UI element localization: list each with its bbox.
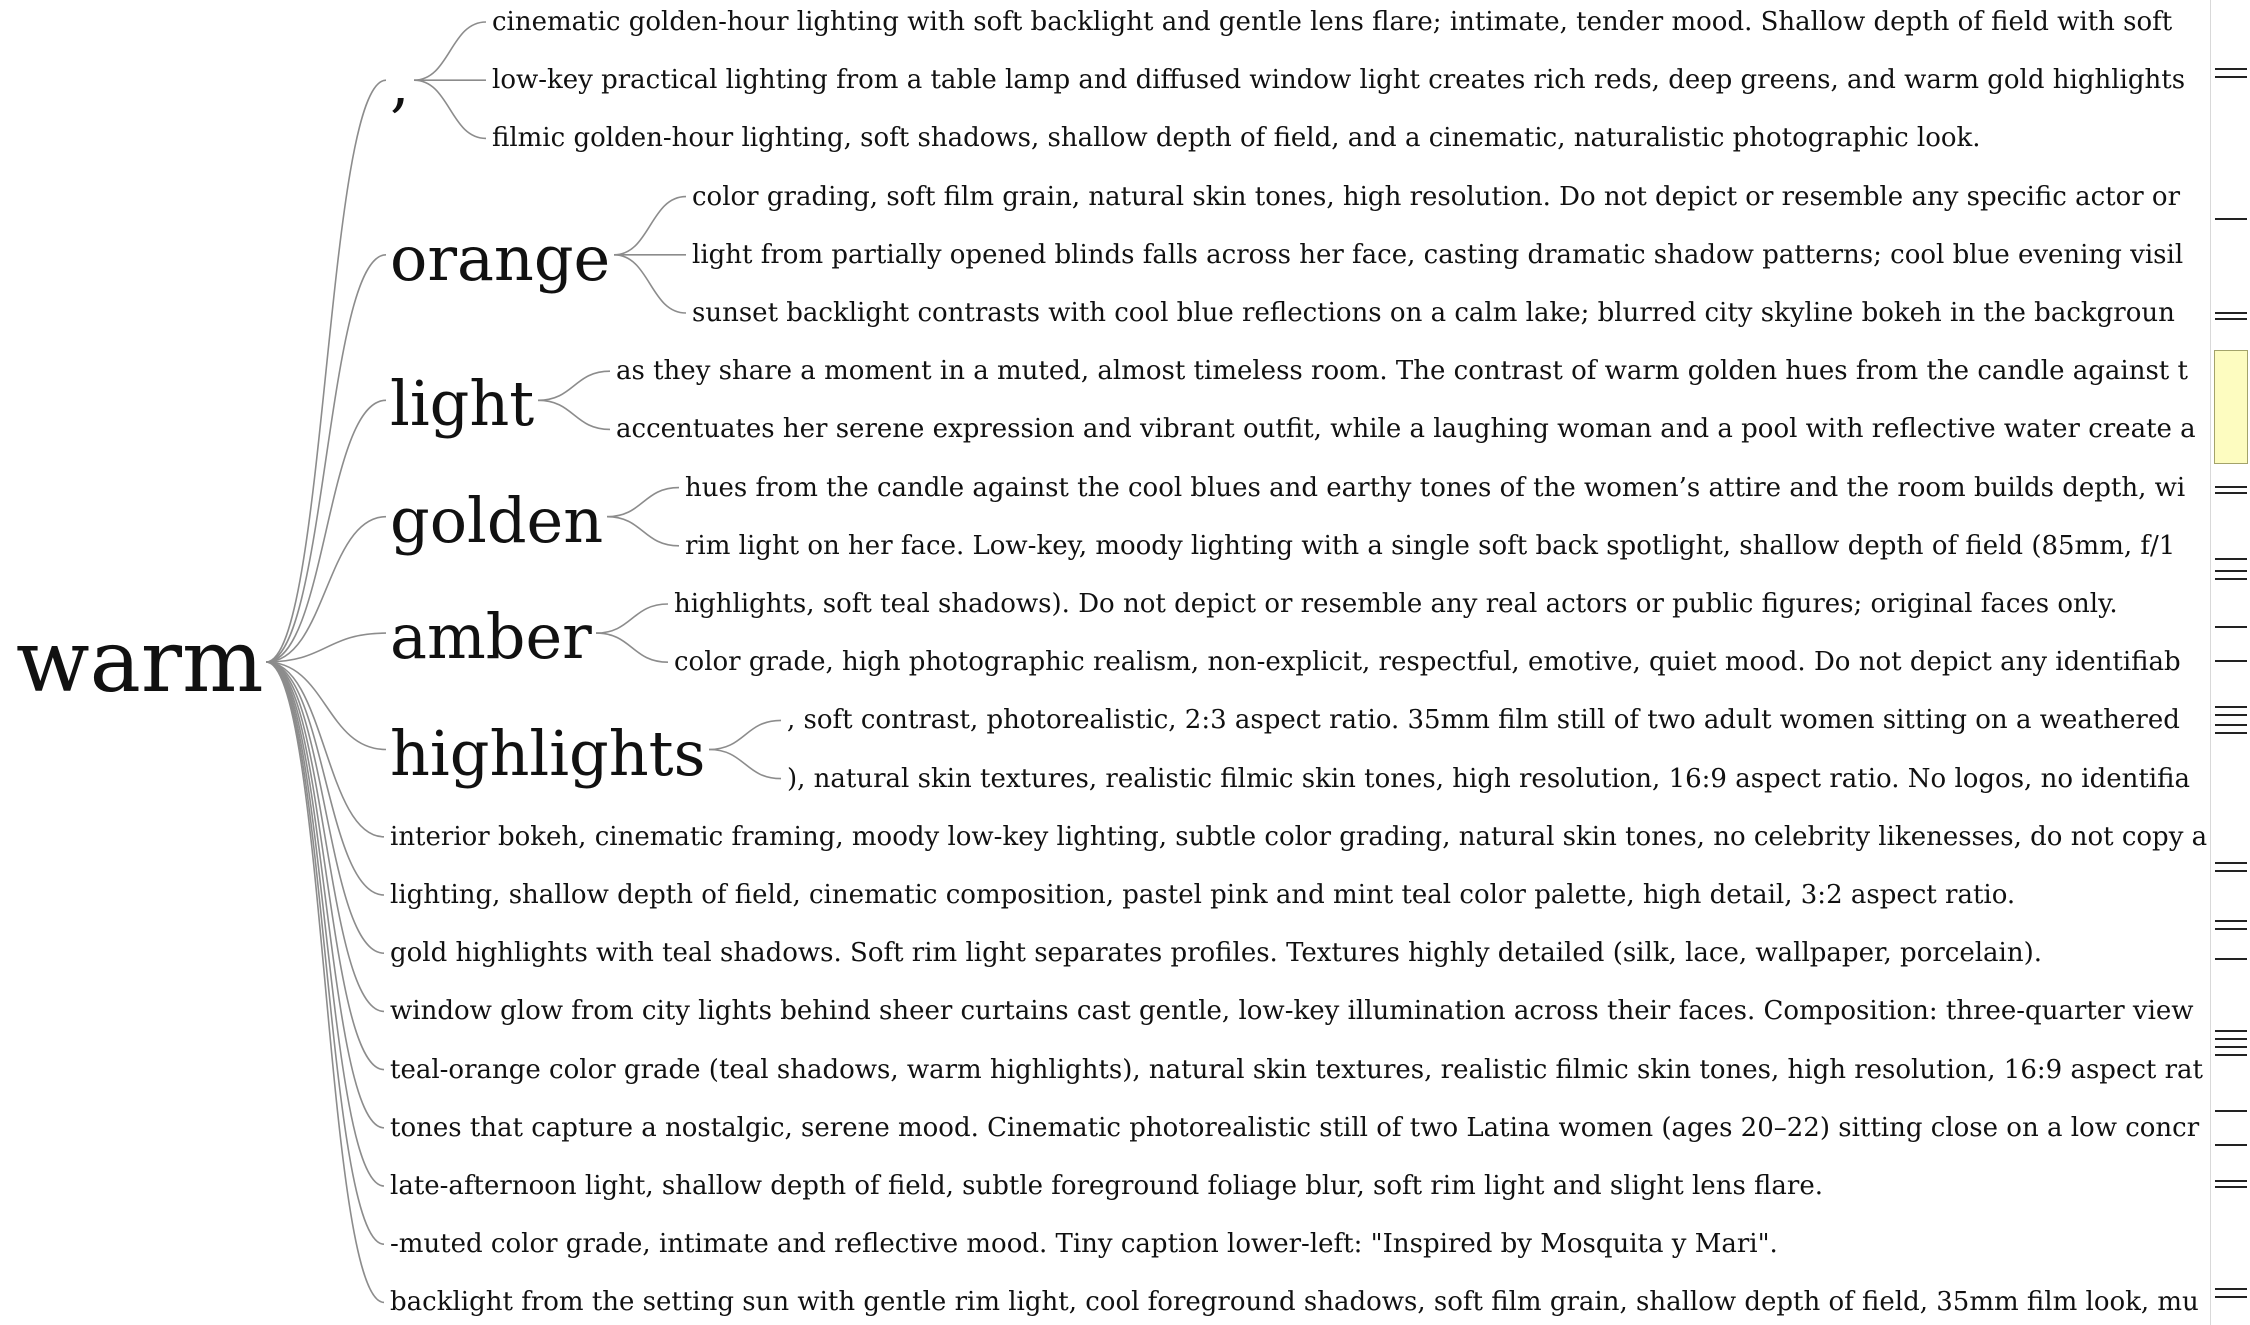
leaf-text[interactable]: cinematic golden-hour lighting with soft backlight and gentle lens flare; intimate, tender mood. Shallow depth of field with soft bbox=[492, 7, 2173, 37]
leaf-text[interactable]: backlight from the setting sun with gentle rim light, cool foreground shadows, soft film grain, shallow depth of field, 35mm film look, mu bbox=[390, 1287, 2199, 1318]
scroll-mark bbox=[2215, 724, 2247, 726]
scroll-mark bbox=[2215, 578, 2247, 580]
scroll-mark bbox=[2215, 1186, 2247, 1188]
link-branch-to-leaf bbox=[614, 255, 686, 313]
scroll-mark bbox=[2215, 626, 2247, 628]
scroll-mark bbox=[2215, 1030, 2247, 1032]
scroll-mark bbox=[2215, 218, 2247, 220]
scroll-mark bbox=[2215, 660, 2247, 662]
scroll-mark bbox=[2215, 920, 2247, 922]
leaf-text[interactable]: gold highlights with teal shadows. Soft rim light separates profiles. Textures highly detailed (silk, lace, wallpaper, porcelain). bbox=[390, 938, 2043, 969]
link-root-to-leaf bbox=[266, 662, 384, 895]
scroll-mark bbox=[2215, 1288, 2247, 1290]
scroll-mark bbox=[2215, 1144, 2247, 1146]
leaf-text[interactable]: accentuates her serene expression and vibrant outfit, while a laughing woman and a pool with reflective water create a bbox=[616, 414, 2196, 445]
scroll-mark bbox=[2215, 570, 2247, 572]
leaf-text[interactable]: hues from the candle against the cool blues and earthy tones of the women’s attire and the room builds depth, wi bbox=[685, 472, 2186, 503]
scroll-mark bbox=[2215, 1110, 2247, 1112]
branch-word[interactable]: amber bbox=[390, 600, 592, 674]
leaf-text[interactable]: sunset backlight contrasts with cool blue reflections on a calm lake; blurred city skyline bokeh in the backgroun bbox=[692, 298, 2175, 328]
root-word[interactable]: warm bbox=[16, 612, 264, 712]
scrollbar[interactable] bbox=[2210, 0, 2250, 1325]
leaf-text[interactable]: color grade, high photographic realism, non-explicit, respectful, emotive, quiet mood. Do not depict any identifiab bbox=[674, 647, 2181, 678]
leaf-text[interactable]: lighting, shallow depth of field, cinematic composition, pastel pink and mint teal color palette, high detail, 3:2 aspect ratio. bbox=[390, 880, 2016, 910]
scroll-mark bbox=[2215, 714, 2247, 716]
scroll-mark bbox=[2215, 862, 2247, 864]
link-branch-to-leaf bbox=[538, 400, 610, 429]
scroll-thumb[interactable] bbox=[2214, 350, 2248, 464]
link-branch-to-leaf bbox=[607, 488, 679, 517]
leaf-text[interactable]: tones that capture a nostalgic, serene mood. Cinematic photorealistic still of two Latina women (ages 20–22) sitting close on a low concr bbox=[390, 1112, 2200, 1143]
scroll-mark bbox=[2215, 492, 2247, 494]
link-branch-to-leaf bbox=[596, 604, 668, 633]
scroll-mark bbox=[2215, 558, 2247, 560]
branch-word[interactable]: light bbox=[390, 367, 535, 441]
leaf-text[interactable]: rim light on her face. Low-key, moody lighting with a single soft back spotlight, shallow depth of field (85mm, f/1 bbox=[685, 530, 2176, 561]
link-root-to-branch bbox=[266, 400, 386, 662]
link-root-to-leaf bbox=[266, 662, 384, 1128]
scroll-mark bbox=[2215, 312, 2247, 314]
leaf-text[interactable]: low-key practical lighting from a table lamp and diffused window light creates rich reds, deep greens, and warm gold highlights bbox=[492, 65, 2186, 96]
scroll-mark bbox=[2215, 958, 2247, 960]
scroll-mark bbox=[2215, 486, 2247, 488]
leaf-text[interactable]: , soft contrast, photorealistic, 2:3 aspect ratio. 35mm film still of two adult women sitting on a weathered bbox=[787, 705, 2180, 736]
scroll-mark bbox=[2215, 1054, 2247, 1056]
link-root-to-leaf bbox=[266, 662, 384, 1070]
leaf-text[interactable]: teal-orange color grade (teal shadows, warm highlights), natural skin textures, realistic filmic skin tones, high resolution, 16:9 aspect rat bbox=[390, 1054, 2203, 1085]
scroll-mark bbox=[2215, 68, 2247, 70]
scroll-mark bbox=[2215, 870, 2247, 872]
link-branch-to-leaf bbox=[607, 517, 679, 546]
leaf-text[interactable]: ), natural skin textures, realistic filmic skin tones, high resolution, 16:9 aspect ratio. No logos, no identifia bbox=[787, 763, 2190, 794]
scroll-mark bbox=[2215, 928, 2247, 930]
link-root-to-branch bbox=[266, 80, 386, 662]
scroll-mark bbox=[2215, 76, 2247, 78]
leaf-text[interactable]: late-afternoon light, shallow depth of field, subtle foreground foliage blur, soft rim light and slight lens flare. bbox=[390, 1171, 1823, 1201]
leaf-text[interactable]: interior bokeh, cinematic framing, moody low-key lighting, subtle color grading, natural skin tones, no celebrity likenesses, do not copy a bbox=[390, 821, 2208, 852]
leaf-text[interactable]: as they share a moment in a muted, almost timeless room. The contrast of warm golden hues from the candle against t bbox=[616, 356, 2188, 387]
scroll-mark bbox=[2215, 1296, 2247, 1298]
leaf-text[interactable]: light from partially opened blinds falls across her face, casting dramatic shadow patterns; cool blue evening visil bbox=[692, 239, 2184, 270]
scroll-mark bbox=[2215, 318, 2247, 320]
scroll-mark bbox=[2215, 706, 2247, 708]
branch-word[interactable]: highlights bbox=[390, 716, 706, 790]
leaf-text[interactable]: -muted color grade, intimate and reflective mood. Tiny caption lower-left: "Inspired by Mosquita y Mari". bbox=[390, 1229, 1778, 1260]
scroll-mark bbox=[2215, 1046, 2247, 1048]
branch-word[interactable]: , bbox=[390, 47, 410, 121]
link-branch-to-leaf bbox=[414, 22, 486, 80]
link-branch-to-leaf bbox=[538, 371, 610, 400]
link-branch-to-leaf bbox=[709, 720, 781, 749]
scroll-mark bbox=[2215, 1038, 2247, 1040]
leaf-text[interactable]: window glow from city lights behind sheer curtains cast gentle, low-key illumination across their faces. Composition: three-quarter view bbox=[390, 996, 2194, 1027]
scroll-mark bbox=[2215, 1180, 2247, 1182]
link-branch-to-leaf bbox=[414, 80, 486, 138]
leaf-text[interactable]: filmic golden-hour lighting, soft shadows, shallow depth of field, and a cinematic, naturalistic photographic look. bbox=[492, 123, 1981, 154]
scroll-mark bbox=[2215, 732, 2247, 734]
link-root-to-leaf bbox=[266, 662, 384, 1186]
link-root-to-leaf bbox=[266, 662, 384, 1302]
link-branch-to-leaf bbox=[614, 197, 686, 255]
leaf-text[interactable]: highlights, soft teal shadows). Do not depict or resemble any real actors or public figures; original faces only. bbox=[674, 589, 2118, 619]
leaf-text[interactable]: color grading, soft film grain, natural skin tones, high resolution. Do not depict or resemble any specific actor or bbox=[692, 181, 2181, 212]
link-branch-to-leaf bbox=[709, 750, 781, 779]
branch-word[interactable]: golden bbox=[390, 483, 604, 557]
branch-word[interactable]: orange bbox=[390, 221, 611, 295]
link-branch-to-leaf bbox=[596, 633, 668, 662]
link-root-to-branch bbox=[266, 255, 386, 662]
